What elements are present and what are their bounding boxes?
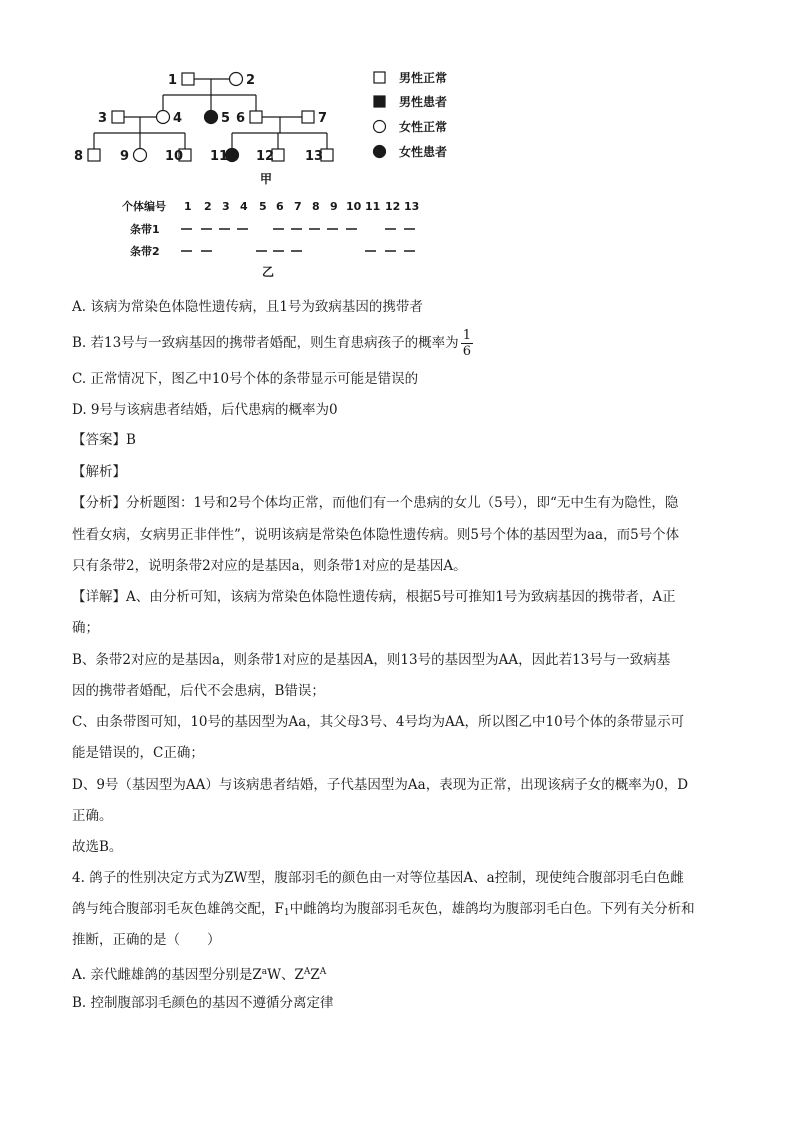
- individual-number: 3: [98, 111, 108, 126]
- legend-label: 女性正常: [399, 120, 448, 134]
- normal-female-symbol: [157, 111, 170, 124]
- legend-label: 男性正常: [399, 71, 448, 85]
- superscript: A: [319, 967, 327, 977]
- subscript: 1: [283, 908, 290, 918]
- detail-line: 因的携带者婚配，后代不会患病，B错误；: [72, 683, 325, 699]
- question-4-line: 4. 鸽子的性别决定方式为ZW型，腹部羽毛的颜色由一对等位基因A、a控制，现使纯合腹部羽毛白色雌: [72, 870, 684, 886]
- legend-label: 女性患者: [399, 145, 448, 159]
- legend-affected-female-icon: [374, 146, 386, 158]
- detail-line: 正确。: [72, 808, 113, 824]
- pedigree-figure: [70, 62, 470, 282]
- legend-normal-female-icon: [374, 121, 386, 133]
- legend-label: 男性患者: [399, 95, 448, 109]
- fraction-numerator: 1: [462, 328, 471, 343]
- table-header-number: 3: [222, 200, 230, 213]
- question-4-line: 推断，正确的是（ ）: [72, 932, 221, 948]
- table-header-number: 13: [404, 200, 420, 213]
- individual-number: 9: [120, 149, 130, 164]
- legend-normal-male-icon: [374, 72, 385, 83]
- detail-line: 【详解】A、由分析可知，该病为常染色体隐性遗传病，根据5号可推知1号为致病基因的携带者，A正: [72, 589, 676, 605]
- table-header-number: 12: [385, 200, 401, 213]
- q4-text: 鸽与纯合腹部羽毛灰色雄鸽交配，F: [72, 901, 284, 917]
- legend-affected-male-icon: [374, 96, 385, 107]
- detail-line: D、9号（基因型为AA）与该病患者结婚，子代基因型为Aa，表现为正常，出现该病子女的概率为0，D: [72, 777, 689, 793]
- normal-male-symbol: [302, 111, 314, 123]
- normal-male-symbol: [112, 111, 124, 123]
- individual-number: 1: [168, 73, 178, 88]
- individual-number: 8: [74, 149, 84, 164]
- individual-number: 13: [305, 149, 324, 164]
- q4-option-b: B. 控制腹部羽毛颜色的基因不遵循分离定律: [72, 995, 334, 1011]
- fraction-denominator: 6: [462, 344, 471, 359]
- table-header-number: 2: [204, 200, 212, 213]
- detail-line: 确；: [72, 620, 99, 636]
- normal-female-symbol: [230, 73, 243, 86]
- question-4-line: [72, 899, 695, 923]
- analysis-line: 性看女病，女病男正非伴性”，说明该病是常染色体隐性遗传病。则5号个体的基因型为aa，而5号个体: [72, 527, 680, 543]
- answer: 【答案】B: [72, 432, 136, 448]
- band2-label: 条带2: [130, 245, 160, 258]
- detail-line: C、由条带图可知，10号的基因型为Aa，其父母3号、4号均为AA，所以图乙中10号个体的条带显示可: [72, 714, 685, 730]
- q4-text: A. 亲代雌雄鸽的基因型分别是Z: [72, 967, 262, 983]
- table-header-number: 1: [184, 200, 192, 213]
- fraction: [461, 328, 473, 359]
- table-header-number: 6: [276, 200, 284, 213]
- superscript: a: [261, 967, 268, 977]
- q4-text: 中雌鸽均为腹部羽毛灰色，雄鸽均为腹部羽毛白色。下列有关分析和: [289, 901, 695, 917]
- normal-male-symbol: [88, 149, 100, 161]
- q4-option-a: [72, 962, 326, 985]
- option-c: C. 正常情况下，图乙中10号个体的条带显示可能是错误的: [72, 371, 419, 387]
- table-header-number: 11: [365, 200, 381, 213]
- individual-number: 10: [165, 149, 184, 164]
- option-b: [72, 328, 473, 359]
- pedigree-diagram: [70, 62, 470, 282]
- analysis-line: 只有条带2，说明条带2对应的是基因a，则条带1对应的是基因A。: [72, 558, 467, 574]
- individual-number: 2: [246, 73, 256, 88]
- individual-number: 5: [221, 111, 231, 126]
- individual-number: 4: [173, 111, 183, 126]
- caption-jia: 甲: [260, 172, 273, 186]
- table-header-number: 4: [240, 200, 248, 213]
- individual-number: 7: [318, 111, 328, 126]
- table-header-label: 个体编号: [122, 200, 166, 213]
- caption-yi: 乙: [262, 265, 275, 279]
- table-header-number: 5: [259, 200, 267, 213]
- option-a: A. 该病为常染色体隐性遗传病，且1号为致病基因的携带者: [72, 299, 423, 315]
- q4-text: Z: [310, 967, 320, 983]
- table-header-number: 10: [346, 200, 362, 213]
- affected-female-symbol: [205, 111, 218, 124]
- individual-number: 11: [210, 149, 229, 164]
- detail-line: B、条带2对应的是基因a，则条带1对应的是基因A，则13号的基因型为AA，因此若13号与一致病基: [72, 652, 671, 668]
- normal-male-symbol: [250, 111, 262, 123]
- detail-line: 故选B。: [72, 839, 123, 855]
- option-b-text: B. 若13号与一致病基因的携带者婚配，则生育患病孩子的概率为: [72, 335, 459, 351]
- table-header-number: 7: [294, 200, 302, 213]
- band1-label: 条带1: [130, 223, 160, 236]
- q4-text: W、Z: [267, 967, 304, 983]
- individual-number: 6: [236, 111, 246, 126]
- normal-male-symbol: [182, 73, 194, 85]
- table-header-number: 8: [312, 200, 320, 213]
- individual-number: 12: [256, 149, 275, 164]
- option-d: D. 9号与该病患者结婚，后代患病的概率为0: [72, 402, 338, 418]
- analysis-heading: 【解析】: [72, 464, 126, 480]
- detail-line: 能是错误的，C正确；: [72, 745, 204, 761]
- table-header-number: 9: [330, 200, 338, 213]
- normal-female-symbol: [134, 149, 147, 162]
- analysis-line: 【分析】分析题图：1号和2号个体均正常，而他们有一个患病的女儿（5号），即“无中生有为隐性，隐: [72, 495, 679, 511]
- superscript: A: [303, 967, 311, 977]
